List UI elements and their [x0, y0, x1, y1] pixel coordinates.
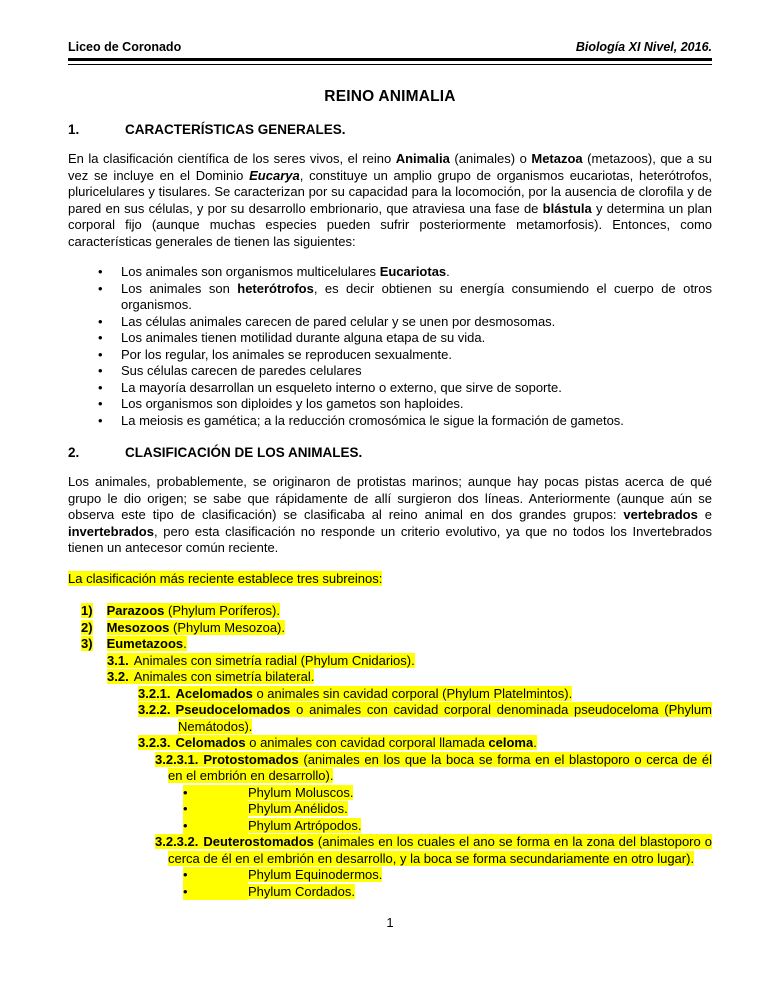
section-1-intro-paragraph: En la clasificación científica de los seres vivos, el reino Animalia (animales) o Metazoa (metazoos), que a su vez se incluye en el Dominio Eucarya, constituye un amplio grupo de organismos eucariotas, heterótrofos, pluricelulares y tisulares. Se caracterizan por su capacidad para la locomoción, por la ausencia de clorofila y de pared en sus células, y por su desarrollo embrionario, que atraviesa una fase de blástula y determina un plan corporal fijo (aunque muchas especies pueden sufrir posteriormente metamorfosis). Entonces, como características generales de tienen las siguientes:	[68, 151, 713, 249]
section-2-intro-paragraph: Los animales, probablemente, se originaron de protistas marinos; aunque hay pocas pistas acerca de qué grupo le dio origen; se sabe que rápidamente de allí surgieron dos líneas. Anteriormente (aunque aún se observa este tipo de clasificación) se clasificaba al reino animal en dos grandes grupos: vertebrados e invertebrados, pero esta clasificación no responde un criterio evolutivo, ya que no todos los Invertebrados tienen un antecesor común reciente.	[68, 474, 713, 555]
outline-number: 3.2.1.	[138, 686, 176, 701]
bullet-marker: •	[98, 346, 103, 362]
classification-outline	[68, 603, 712, 900]
bullet-item-esqueleto: • La mayoría desarrollan un esqueleto interno o externo, que sirve de soporte.	[98, 379, 562, 395]
bullet-item-multicelulares: • Los animales son organismos multicelulares Eucariotas.	[98, 264, 450, 279]
page-number: 1	[386, 915, 394, 930]
outline-number: 3.2.3.	[138, 735, 176, 750]
outline-item-mesozoos: 2) Mesozoos (Phylum Mesozoa).	[81, 619, 285, 635]
outline-number: 3.2.2.	[138, 702, 176, 717]
outline-item-phylum-artropodos: • Phylum Artrópodos.	[183, 817, 362, 833]
bullet-marker: •	[98, 363, 103, 378]
outline-item-simetria-radial: 3.1. Animales con simetría radial (Phylum Cnidarios).	[107, 652, 415, 668]
subkingdoms-lead-line	[68, 571, 712, 588]
bullet-item-paredes: • Sus células carecen de paredes celulares	[98, 363, 362, 378]
bullet-marker: •	[98, 396, 103, 411]
highlighted-text: La clasificación más reciente establece tres subreinos:	[68, 570, 383, 586]
bullet-item-reproduccion: • Por los regular, los animales se reproducen sexualmente.	[98, 346, 452, 362]
outline-item-acelomados: 3.2.1. Acelomados o animales sin cavidad corporal (Phylum Platelmintos).	[138, 685, 573, 701]
bullet-item-heterotrofos: • Los animales son heterótrofos, es decir obtienen su energía consumiendo el cuerpo de otros organismos.	[98, 280, 712, 312]
outline-number: 3.2.3.2.	[155, 834, 203, 849]
bullet-marker: •	[98, 264, 103, 279]
section-2-number: 2.	[68, 445, 80, 460]
outline-item-parazoos: 1) Parazoos (Phylum Poríferos).	[81, 603, 280, 618]
outline-item-deuterostomados: 3.2.3.2. Deuterostomados (animales en los cuales el ano se forma en la zona del blastoporo o cerca de él en el embrión en desarrollo, y la boca se forma secundariamente en otro lugar).	[155, 834, 712, 866]
outline-item-celomados: 3.2.3. Celomados o animales con cavidad corporal llamada celoma.	[138, 735, 537, 750]
bullet-marker: •	[98, 412, 103, 428]
bullet-marker: •	[98, 313, 103, 329]
outline-number: 2)	[81, 619, 93, 635]
characteristics-bullet-list	[68, 264, 712, 429]
bullet-marker: •	[98, 379, 103, 395]
outline-item-phylum-equinodermos: • Phylum Equinodermos.	[183, 867, 383, 882]
section-2-heading	[68, 444, 712, 461]
outline-item-protostomados: 3.2.3.1. Protostomados (animales en los que la boca se forma en el blastoporo o cerca de él en el embrión en desarrollo).	[155, 751, 712, 783]
bullet-marker: •	[183, 818, 248, 835]
bullet-marker: •	[183, 884, 248, 901]
document-title: REINO ANIMALIA	[324, 88, 456, 105]
section-1-heading	[68, 121, 712, 138]
outline-number: 3.1.	[107, 653, 134, 668]
outline-number: 3)	[81, 636, 93, 651]
section-2-title: CLASIFICACIÓN DE LOS ANIMALES.	[125, 445, 363, 460]
outline-item-eumetazoos: 3) Eumetazoos.	[81, 636, 187, 651]
header-school-name: Liceo de Coronado	[68, 40, 182, 54]
header-rule	[68, 58, 712, 65]
outline-item-simetria-bilateral: 3.2. Animales con simetría bilateral.	[107, 669, 315, 684]
bullet-item-motilidad: • Los animales tienen motilidad durante alguna etapa de su vida.	[98, 330, 486, 345]
outline-item-phylum-anelidos: • Phylum Anélidos.	[183, 801, 348, 816]
page-content	[68, 40, 712, 900]
bullet-marker: •	[183, 785, 248, 802]
bullet-item-desmosomas: • Las células animales carecen de pared celular y se unen por desmosomas.	[98, 313, 556, 329]
outline-number: 1)	[81, 603, 93, 618]
bullet-marker: •	[98, 280, 103, 296]
bullet-marker: •	[183, 801, 248, 818]
section-1-number: 1.	[68, 122, 80, 137]
bullet-item-diploides: • Los organismos son diploides y los gametos son haploides.	[98, 396, 464, 411]
outline-item-pseudocelomados: 3.2.2. Pseudocelomados o animales con cavidad corporal denominada pseudoceloma (Phylum Nemátodos).	[138, 702, 712, 734]
outline-item-phylum-cordados: • Phylum Cordados.	[183, 883, 355, 899]
outline-number: 3.2.3.1.	[155, 752, 203, 767]
outline-number: 3.2.	[107, 669, 134, 684]
outline-item-phylum-moluscos: • Phylum Moluscos.	[183, 784, 354, 800]
page-header	[68, 40, 712, 55]
bullet-marker: •	[98, 330, 103, 345]
bullet-marker: •	[183, 867, 248, 884]
header-course-info: Biología XI Nivel, 2016.	[575, 40, 712, 54]
bullet-item-meiosis: • La meiosis es gamética; a la reducción cromosómica le sigue la formación de gametos.	[98, 412, 624, 428]
section-1-title: CARACTERÍSTICAS GENERALES.	[125, 122, 346, 137]
